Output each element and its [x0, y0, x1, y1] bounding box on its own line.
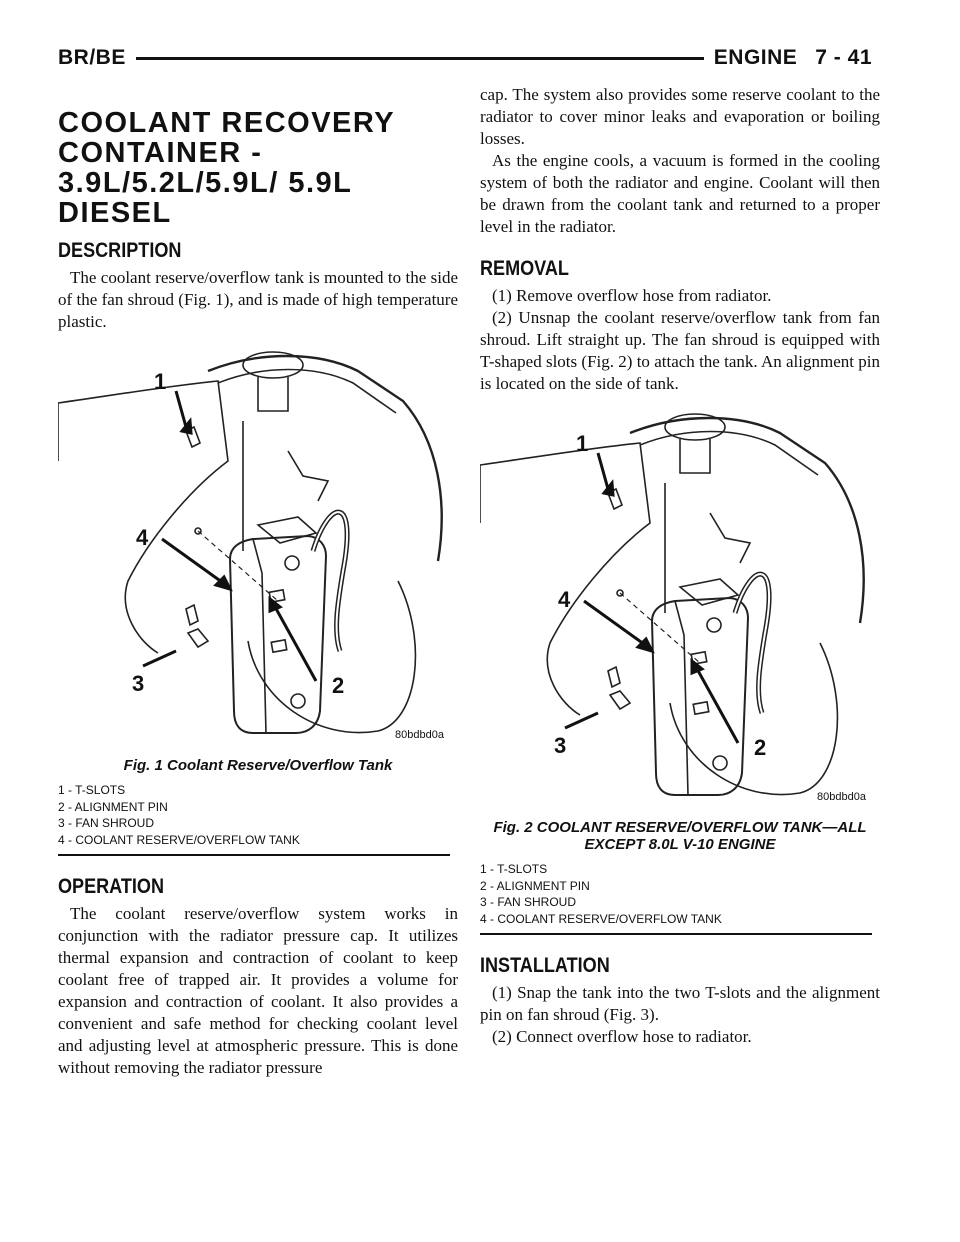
- figure-2-legend: [480, 861, 880, 927]
- legend-item: 3 - FAN SHROUD: [480, 895, 577, 909]
- callout-1: 1: [576, 431, 589, 456]
- figure-2: [480, 403, 880, 813]
- coolant-tank-illustration: [480, 403, 880, 813]
- callout-3: 3: [554, 733, 567, 758]
- callout-2: 2: [332, 673, 345, 698]
- legend-item: 3 - FAN SHROUD: [58, 816, 155, 830]
- header-page-number: 7 - 41: [815, 46, 872, 69]
- description-heading: DESCRIPTION: [58, 239, 182, 262]
- figure-1-caption: Fig. 1 Coolant Reserve/Overflow Tank: [123, 757, 393, 774]
- figure-2-code: 80bdbd0a: [817, 791, 866, 803]
- callout-1: 1: [154, 369, 167, 394]
- figure-1-code: 80bdbd0a: [395, 729, 444, 741]
- description-text: The coolant reserve/overflow tank is mounted to the side of the fan shroud (Fig. 1), and is made of high temperature plastic.: [58, 268, 458, 331]
- callout-4: 4: [558, 587, 571, 612]
- legend-item: 4 - COOLANT RESERVE/OVERFLOW TANK: [58, 832, 300, 847]
- operation-text-2: As the engine cools, a vacuum is formed in the cooling system of both the radiator and engine. Coolant will then be drawn from the coolant tank and returned to a proper level in the radiator.: [480, 151, 880, 236]
- callout-2: 2: [754, 735, 767, 760]
- legend-item: 2 - ALIGNMENT PIN: [480, 878, 590, 893]
- header-section-label: ENGINE: [713, 46, 798, 69]
- legend-item: 1 - T-SLOTS: [58, 783, 126, 797]
- left-column: [58, 108, 458, 1079]
- coolant-tank-illustration: [58, 341, 458, 751]
- figure-1: [58, 341, 458, 751]
- removal-step-2: (2) Unsnap the coolant reserve/overflow tank from fan shroud. Lift straight up. The fan shroud is equipped with T-shaped slots (Fig. 2) to attach the tank. An alignment pin is located on the side of tank.: [480, 308, 880, 393]
- right-column: [480, 84, 880, 1048]
- figure-2-caption: Fig. 2 COOLANT RESERVE/OVERFLOW TANK—ALL EXCEPT 8.0L V-10 ENGINE: [493, 819, 867, 853]
- callout-4: 4: [136, 525, 149, 550]
- page-title: COOLANT RECOVERY CONTAINER - 3.9L/5.2L/5.9L/ 5.9L DIESEL: [58, 107, 395, 229]
- removal-heading: REMOVAL: [480, 257, 569, 280]
- operation-text-continued: cap. The system also provides some reserve coolant to the radiator to cover minor leaks and evaporation or boiling losses.: [480, 85, 880, 148]
- figure-1-legend: [58, 782, 458, 848]
- legend-item: 4 - COOLANT RESERVE/OVERFLOW TANK: [480, 911, 722, 926]
- header-section: [704, 46, 872, 70]
- installation-step-2: (2) Connect overflow hose to radiator.: [492, 1027, 752, 1046]
- removal-step-1: (1) Remove overflow hose from radiator.: [492, 286, 772, 305]
- header-model: BR/BE: [58, 46, 136, 70]
- operation-heading: OPERATION: [58, 875, 165, 898]
- installation-step-1: (1) Snap the tank into the two T-slots and the alignment pin on fan shroud (Fig. 3).: [480, 983, 880, 1024]
- operation-text: The coolant reserve/overflow system works in conjunction with the radiator pressure cap. It utilizes thermal expansion and contraction of coolant to keep coolant free of trapped air. It provides a volume for expansion and contraction of coolant. It also provides a convenient and safe method for checking coolant level and adjusting level at atmospheric pressure. This is done without removing the radiator pressure: [58, 904, 458, 1077]
- installation-heading: INSTALLATION: [480, 954, 610, 977]
- callout-3: 3: [132, 671, 145, 696]
- page-header: [58, 40, 872, 74]
- legend-item: 1 - T-SLOTS: [480, 862, 548, 876]
- legend-item: 2 - ALIGNMENT PIN: [58, 799, 168, 814]
